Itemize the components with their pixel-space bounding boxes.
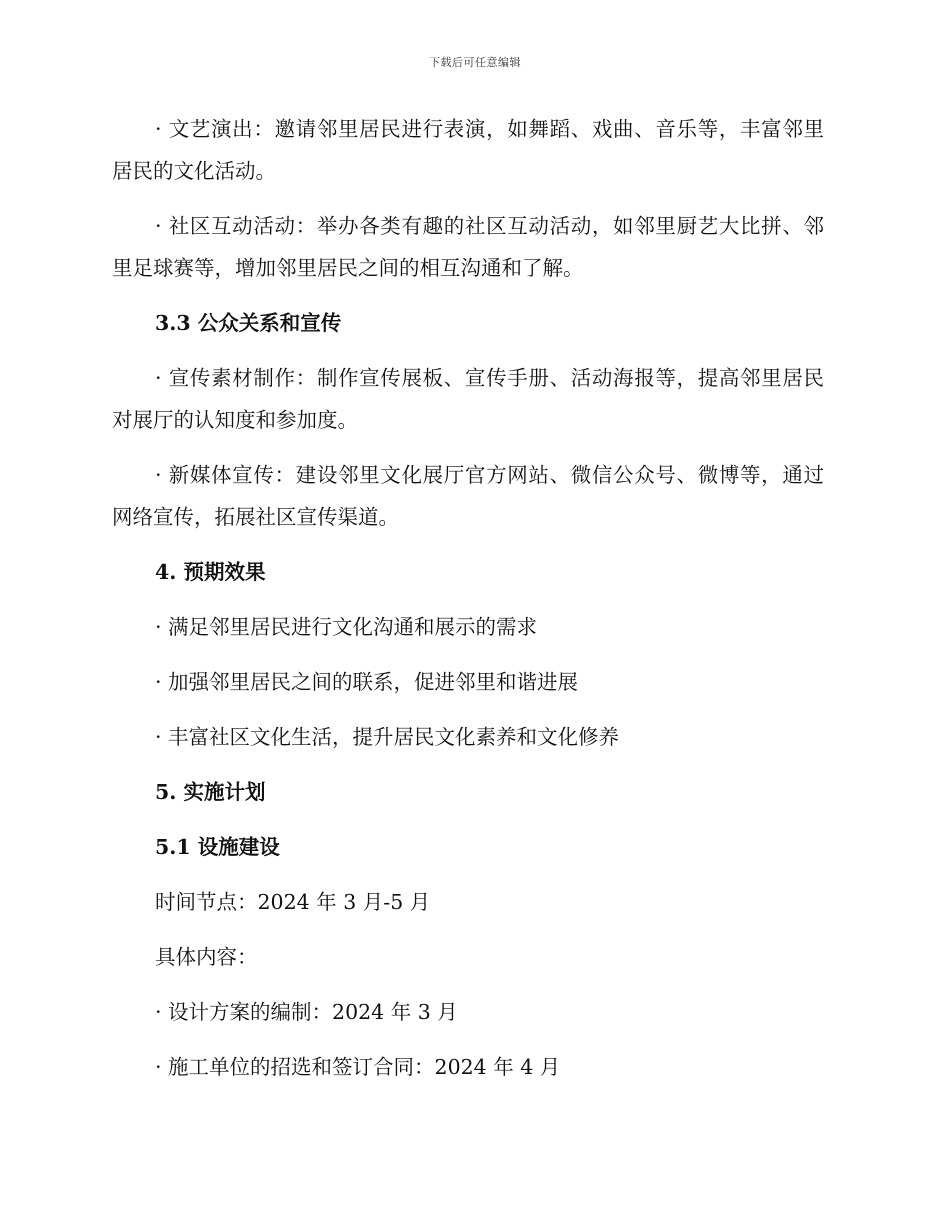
section-heading-4: 4. 预期效果: [155, 560, 266, 584]
section-heading-3-3: 3.3 公众关系和宣传: [155, 311, 342, 335]
paragraph-performance: · 文艺演出：邀请邻里居民进行表演，如舞蹈、戏曲、音乐等，丰富邻里居民的文化活动。: [112, 117, 824, 183]
paragraph-community-activities: · 社区互动活动：举办各类有趣的社区互动活动，如邻里厨艺大比拼、邻里足球赛等，增加邻里居民之间的相互沟通和了解。: [112, 214, 824, 280]
paragraph-timeline: 时间节点：2024 年 3 月-5 月: [155, 890, 431, 914]
paragraph-promo-materials: · 宣传素材制作：制作宣传展板、宣传手册、活动海报等，提高邻里居民对展厅的认知度和参加度。: [112, 366, 824, 432]
paragraph-new-media: · 新媒体宣传：建设邻里文化展厅官方网站、微信公众号、微博等，通过网络宣传，拓展社区宣传渠道。: [112, 463, 824, 529]
paragraph-effect-3: · 丰富社区文化生活，提升居民文化素养和文化修养: [155, 725, 620, 749]
document-body: [112, 108, 824, 1101]
paragraph-details-label: 具体内容：: [155, 945, 258, 969]
page-header: 下载后可任意编辑: [429, 56, 521, 69]
paragraph-contractor: · 施工单位的招选和签订合同：2024 年 4 月: [155, 1055, 561, 1079]
section-heading-5: 5. 实施计划: [155, 780, 266, 804]
paragraph-design-plan: · 设计方案的编制：2024 年 3 月: [155, 1000, 458, 1024]
paragraph-effect-1: · 满足邻里居民进行文化沟通和展示的需求: [155, 615, 538, 639]
section-heading-5-1: 5.1 设施建设: [155, 835, 280, 859]
paragraph-effect-2: · 加强邻里居民之间的联系，促进邻里和谐进展: [155, 670, 579, 694]
